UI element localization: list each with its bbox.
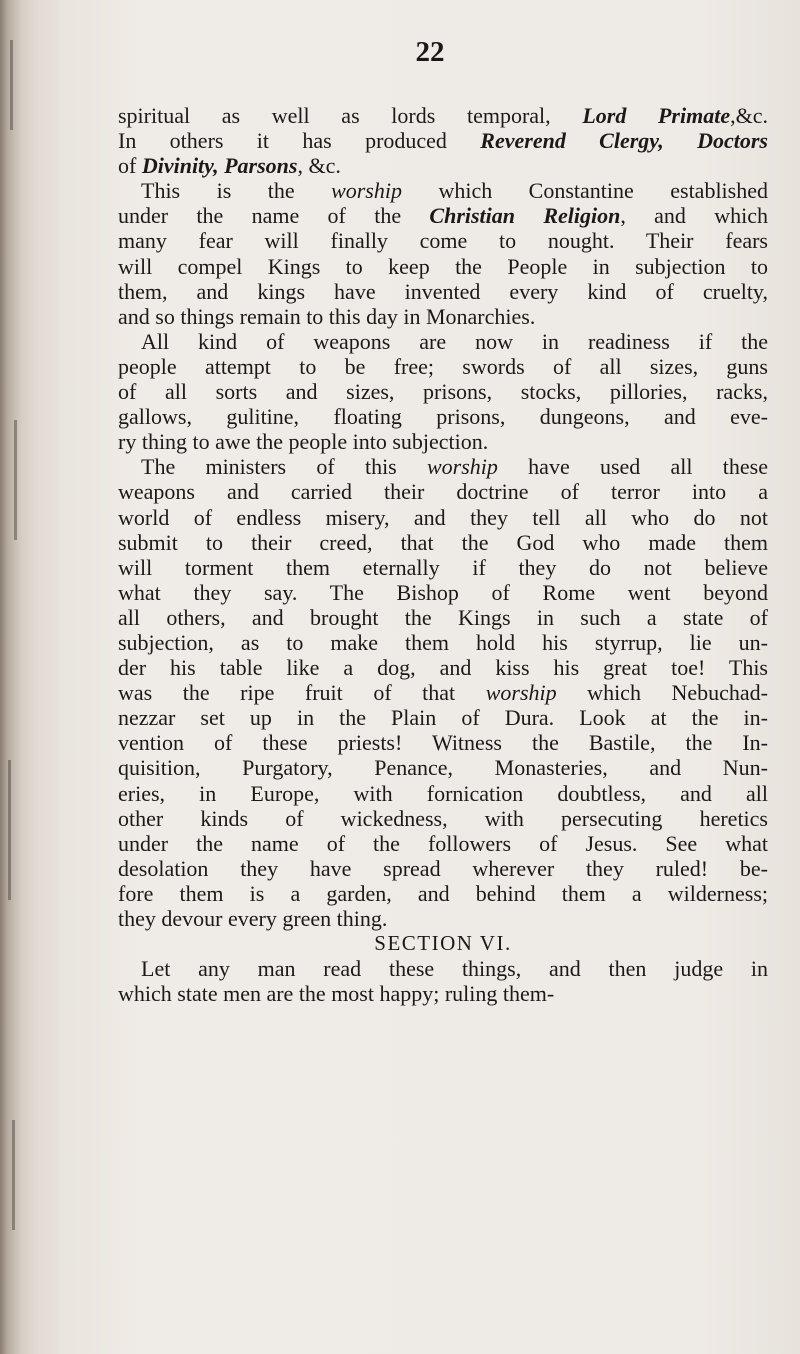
text-run: will compel Kings to keep the People in subjection to: [118, 253, 768, 279]
text-line: [118, 605, 768, 630]
text-run: In others it has produced: [118, 128, 481, 154]
text-run: which state men are the most happy; ruling them-: [118, 981, 555, 1007]
text-line: [118, 906, 768, 931]
binding-shadow: [10, 40, 13, 130]
text-run: Divinity, Parsons: [141, 153, 298, 179]
text-line: [118, 505, 768, 530]
text-line: [118, 429, 768, 454]
text-line: [118, 354, 768, 379]
text-line: [118, 956, 768, 981]
text-line: [118, 831, 768, 856]
text-run: Christian Religion: [429, 203, 621, 229]
text-line: [118, 730, 768, 755]
text-line: [118, 254, 768, 279]
text-line: [118, 755, 768, 780]
text-run: spiritual as well as lords temporal,: [118, 103, 583, 128]
text-run: which Constantine established: [401, 178, 768, 204]
text-run: world of endless misery, and they tell all who do not: [118, 504, 768, 530]
text-run: under the name of the followers of Jesus. See what: [118, 830, 768, 856]
text-run: worship: [427, 454, 498, 480]
text-run: der his table like a dog, and kiss his great toe! This: [118, 655, 768, 681]
text-line: [118, 655, 768, 680]
text-run: which Nebuchad-: [556, 680, 768, 706]
text-run: SECTION VI.: [374, 931, 512, 956]
text-line: [118, 178, 768, 203]
text-run: Reverend Clergy, Doctors: [480, 128, 768, 154]
text-line: [118, 479, 768, 504]
text-run: gallows, gulitine, floating prisons, dungeons, and eve-: [118, 404, 768, 430]
text-line: [118, 203, 768, 228]
text-line: [118, 454, 768, 479]
text-run: ry thing to awe the people into subjection.: [118, 429, 489, 455]
text-line: [118, 981, 768, 1006]
text-line: [118, 856, 768, 881]
text-run: This is the: [141, 178, 332, 204]
text-run: was the ripe fruit of that: [118, 680, 486, 706]
text-run: and so things remain to this day in Monarchies.: [118, 303, 536, 329]
text-run: , and which: [620, 203, 769, 229]
binding-shadow: [8, 760, 11, 900]
text-run: All kind of weapons are now in readiness if the: [141, 328, 768, 354]
text-run: them, and kings have invented every kind of cruelty,: [118, 278, 768, 304]
text-run: all others, and brought the Kings in such a state of: [118, 604, 768, 630]
binding-shadow: [12, 1120, 15, 1230]
text-line: [118, 881, 768, 906]
text-run: they devour every green thing.: [118, 906, 388, 931]
page-number: 22: [415, 36, 445, 68]
text-line: [118, 379, 768, 404]
text-line: [118, 103, 768, 128]
text-run: of all sorts and sizes, prisons, stocks, pillories, racks,: [118, 379, 768, 405]
text-run: under the name of the: [118, 203, 430, 229]
text-line: [118, 680, 768, 705]
text-run: Let any man read these things, and then judge in: [141, 956, 768, 982]
text-run: fore them is a garden, and behind them a wilderness;: [118, 880, 768, 906]
text-line: [118, 806, 768, 831]
text-run: people attempt to be free; swords of all sizes, guns: [118, 353, 768, 379]
text-run: will torment them eternally if they do not believe: [118, 554, 768, 580]
text-run: worship: [485, 680, 557, 706]
text-run: worship: [331, 178, 402, 204]
text-run: of: [118, 153, 142, 179]
text-run: other kinds of wickedness, with persecuting heretics: [118, 805, 768, 831]
text-line: [118, 404, 768, 429]
text-run: eries, in Europe, with fornication doubtless, and all: [118, 780, 768, 806]
text-run: have used all these: [497, 454, 768, 480]
text-line: [118, 555, 768, 580]
text-run: ,&c.: [730, 103, 768, 128]
text-run: what they say. The Bishop of Rome went beyond: [118, 579, 768, 605]
text-run: vention of these priests! Witness the Bastile, the In-: [118, 730, 768, 756]
text-line: [118, 304, 768, 329]
text-run: desolation they have spread wherever they ruled! be-: [118, 855, 768, 881]
page-binding-edge: [0, 0, 62, 1354]
text-run: weapons and carried their doctrine of terror into a: [118, 479, 768, 505]
text-run: nezzar set up in the Plain of Dura. Look at the in-: [118, 705, 768, 731]
section-heading: [118, 931, 768, 956]
text-line: [118, 630, 768, 655]
text-run: subjection, as to make them hold his styrrup, lie un-: [118, 629, 768, 655]
text-line: [118, 705, 768, 730]
text-run: many fear will finally come to nought. Their fears: [118, 228, 768, 254]
text-line: [118, 781, 768, 806]
text-run: quisition, Purgatory, Penance, Monasteries, and Nun-: [118, 755, 768, 781]
text-line: [118, 329, 768, 354]
text-run: submit to their creed, that the God who made them: [118, 529, 768, 555]
text-line: [118, 580, 768, 605]
text-line: [118, 530, 768, 555]
text-run: , &c.: [297, 153, 341, 179]
binding-shadow: [14, 420, 17, 540]
text-line: [118, 153, 768, 178]
text-run: The ministers of this: [141, 454, 427, 480]
text-line: [118, 128, 768, 153]
text-line: [118, 279, 768, 304]
body-text: [118, 103, 768, 1006]
text-run: Lord Primate: [582, 103, 731, 128]
text-line: [118, 228, 768, 253]
